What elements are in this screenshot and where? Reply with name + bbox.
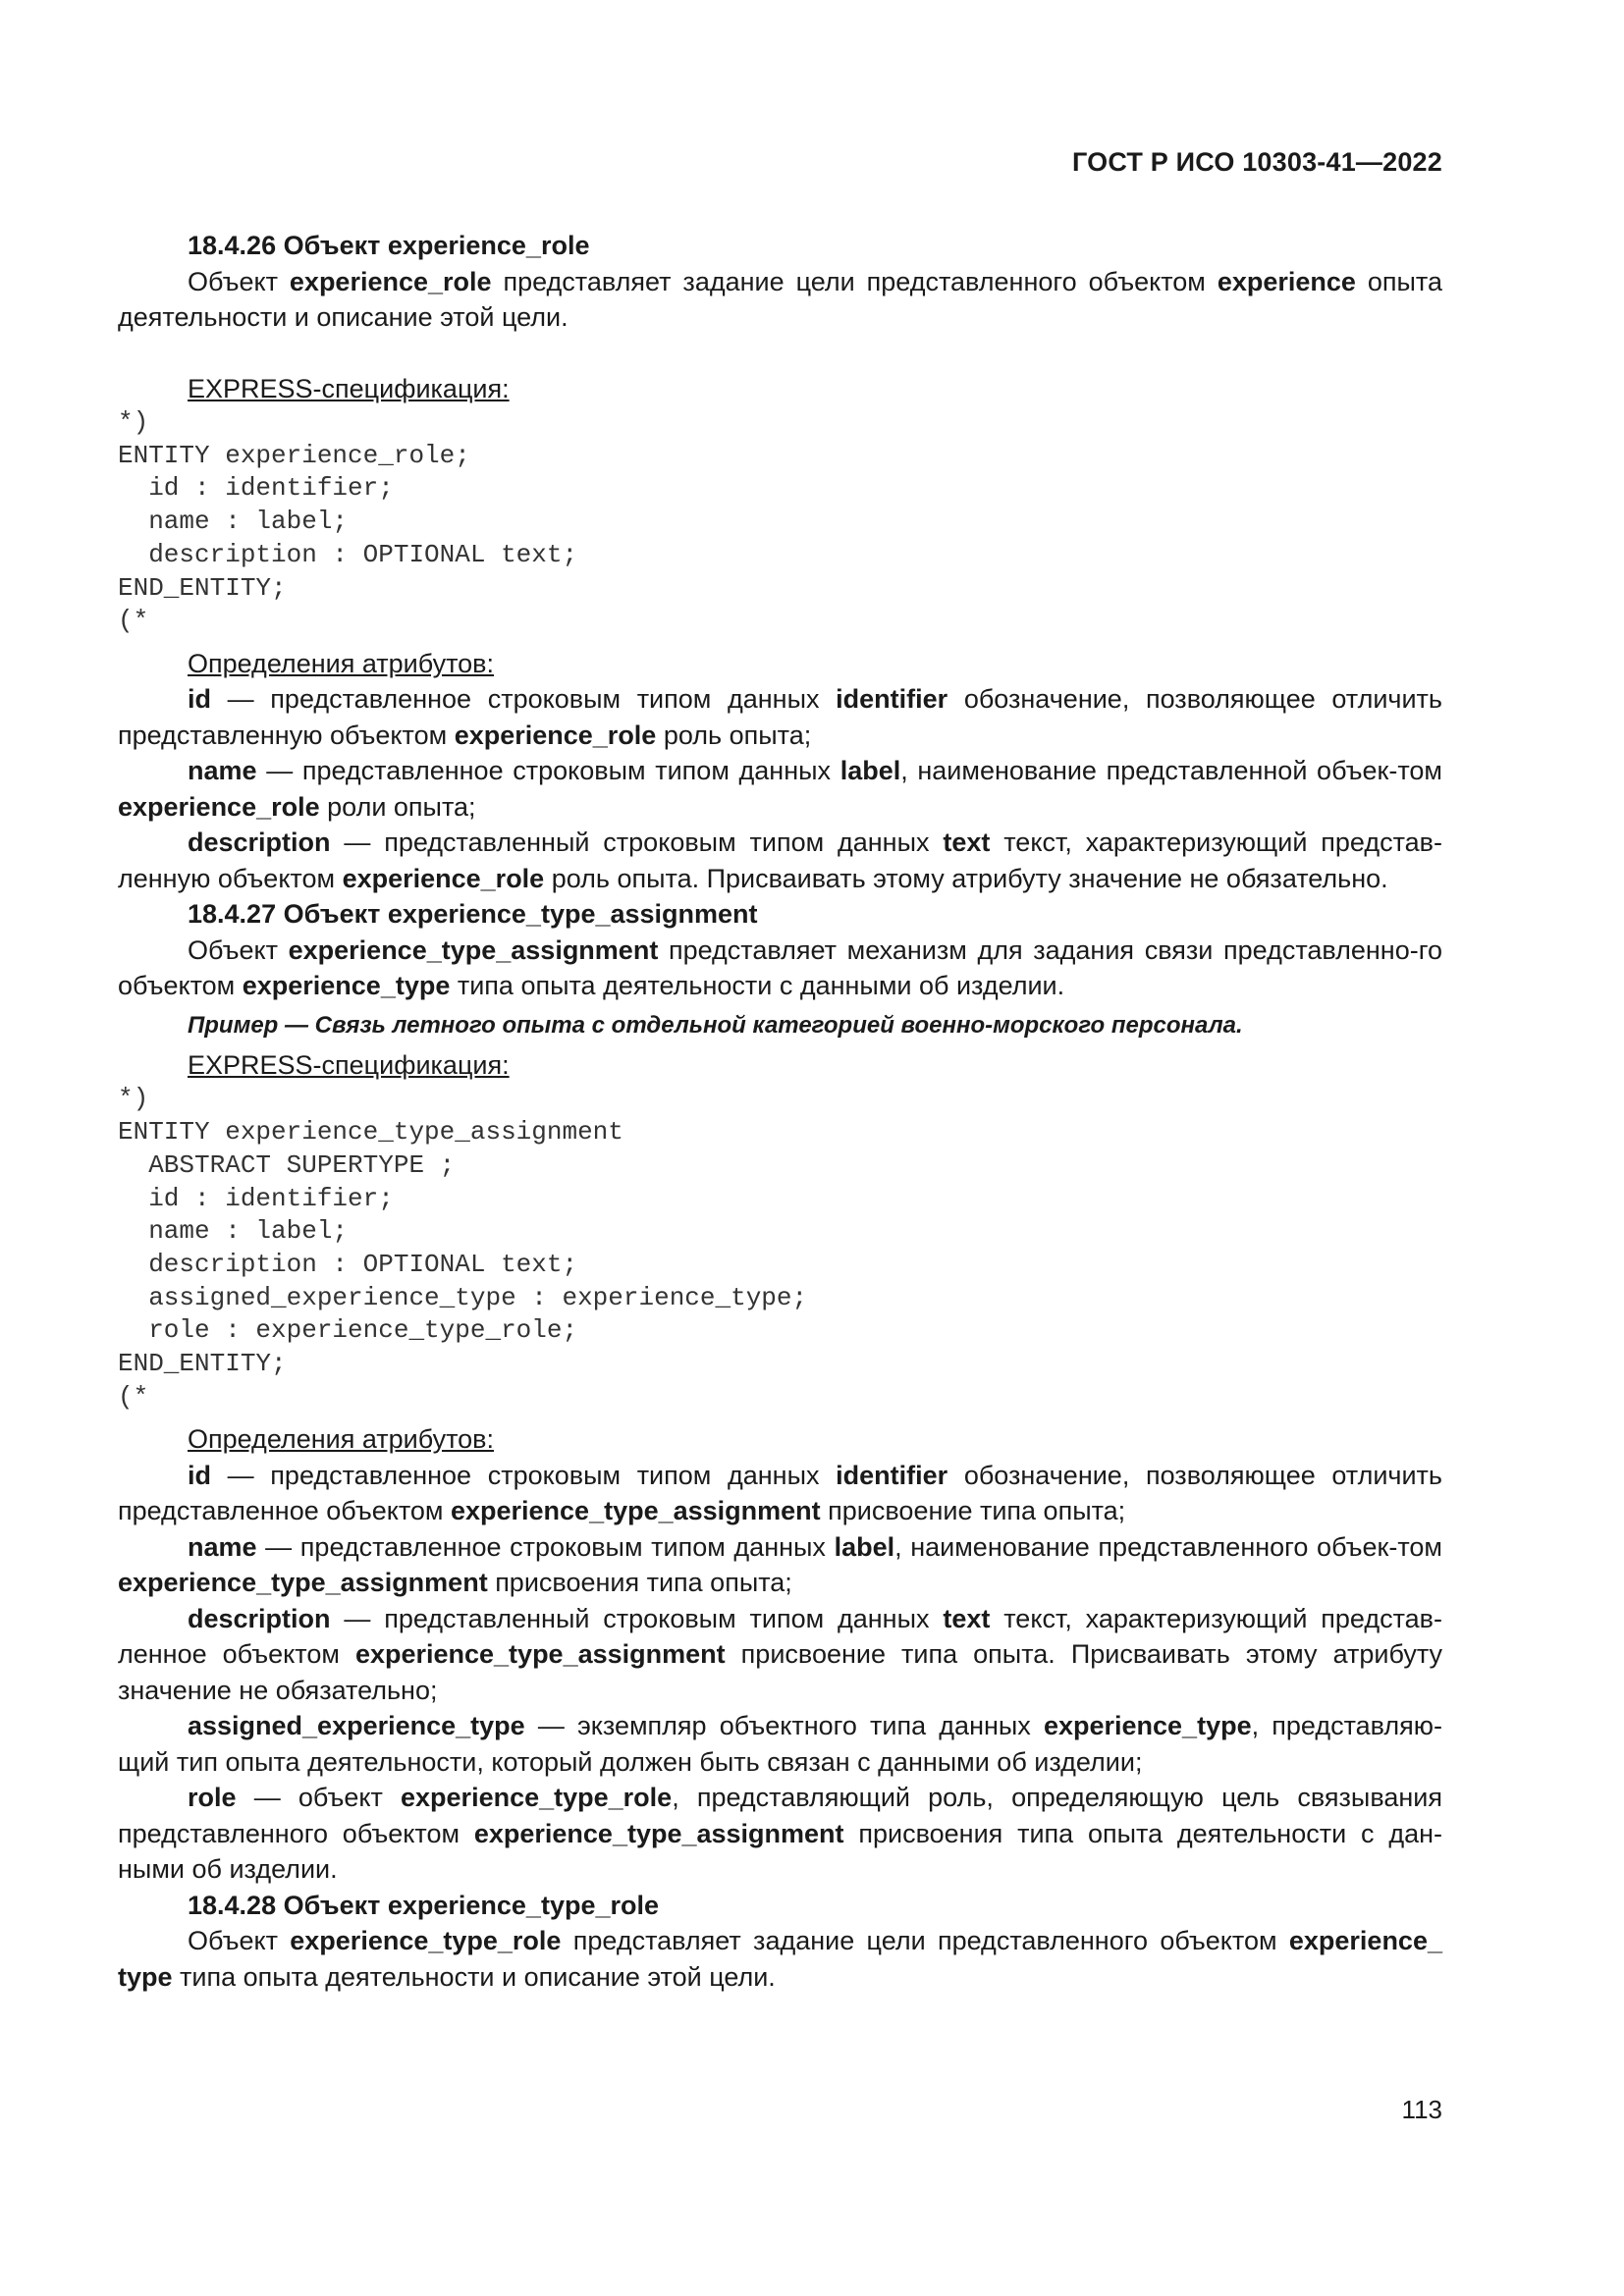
- express-code-block: *) ENTITY experience_role; id : identifier; name : label; description : OPTIONAL text; END_ENTITY; (*: [118, 407, 578, 636]
- section-heading-18-4-26: 18.4.26 Объект experience_role: [188, 231, 590, 260]
- attribute-definitions-label: Определения атрибутов:: [188, 1424, 495, 1455]
- section-intro-18-4-26: Объект experience_role представляет задание цели представленного объектом experience опыта деятельности и описание этой цели.: [118, 266, 1442, 332]
- document-code: ГОСТ Р ИСО 10303-41—2022: [1072, 147, 1442, 177]
- attribute-definition-id: id — представленное строковым типом данных identifier обозначение, позволяющее отличить представленное объектом experience_type_assignment присвоение типа опыта;: [118, 1460, 1442, 1526]
- attribute-definition-role: role — объект experience_type_role, представляющий роль, определяющую цель связывания представленного объектом experience_type_assignment присвоения типа опыта деятельности с дан-ными об изделии.: [118, 1783, 1442, 1885]
- page-content: [118, 228, 1442, 1995]
- page-number: 113: [1401, 2095, 1442, 2124]
- attribute-definition-description: description — представленный строковым типом данных text текст, характеризующий представ-ленное объектом experience_type_assignment присвоение типа опыта. Присваивать этому атрибуту значение не обязательно;: [118, 1603, 1443, 1705]
- attribute-definition-name: name — представленное строковым типом данных label, наименование представленной объек-том experience_role роли опыта;: [118, 756, 1442, 822]
- attribute-definition-description: description — представленный строковым типом данных text текст, характеризующий представ-ленную объектом experience_role роль опыта. Присваивать этому атрибуту значение не обязательно.: [118, 828, 1443, 893]
- section-heading-18-4-28: 18.4.28 Объект experience_type_role: [188, 1890, 660, 1920]
- example-note: Пример — Связь летного опыта с отдельной категорией военно-морского персонала.: [188, 1011, 1243, 1039]
- section-intro-18-4-28: Объект experience_type_role представляет задание цели представленного объектом experience_ type типа опыта деятельности и описание этой цели.: [118, 1926, 1442, 1992]
- attribute-definition-name: name — представленное строковым типом данных label, наименование представленного объек-том experience_type_assignment присвоения типа опыта;: [118, 1531, 1442, 1598]
- section-heading-18-4-27: 18.4.27 Объект experience_type_assignment: [188, 899, 758, 930]
- section-intro-18-4-27: Объект experience_type_assignment представляет механизм для задания связи представленно-го объектом experience_type типа опыта деятельности с данными об изделии.: [118, 934, 1442, 1001]
- attribute-definitions-label: Определения атрибутов:: [188, 648, 495, 678]
- attribute-definition-assigned-experience-type: assigned_experience_type — экземпляр объектного типа данных experience_type, представляю-щий тип опыта деятельности, который должен быть связан с данными об изделии;: [118, 1711, 1442, 1777]
- express-code-block: *) ENTITY experience_type_assignment ABSTRACT SUPERTYPE ; id : identifier; name : label; description : OPTIONAL text; assigned_experience_type : experience_type; role : experience_type_role; END_ENTITY; (*: [118, 1084, 808, 1412]
- express-spec-label: EXPRESS-спецификация:: [188, 1049, 510, 1080]
- attribute-definition-id: id — представленное строковым типом данных identifier обозначение, позволяющее отличить представленную объектом experience_role роль опыта;: [118, 684, 1442, 750]
- express-spec-label: EXPRESS-спецификация:: [188, 373, 510, 403]
